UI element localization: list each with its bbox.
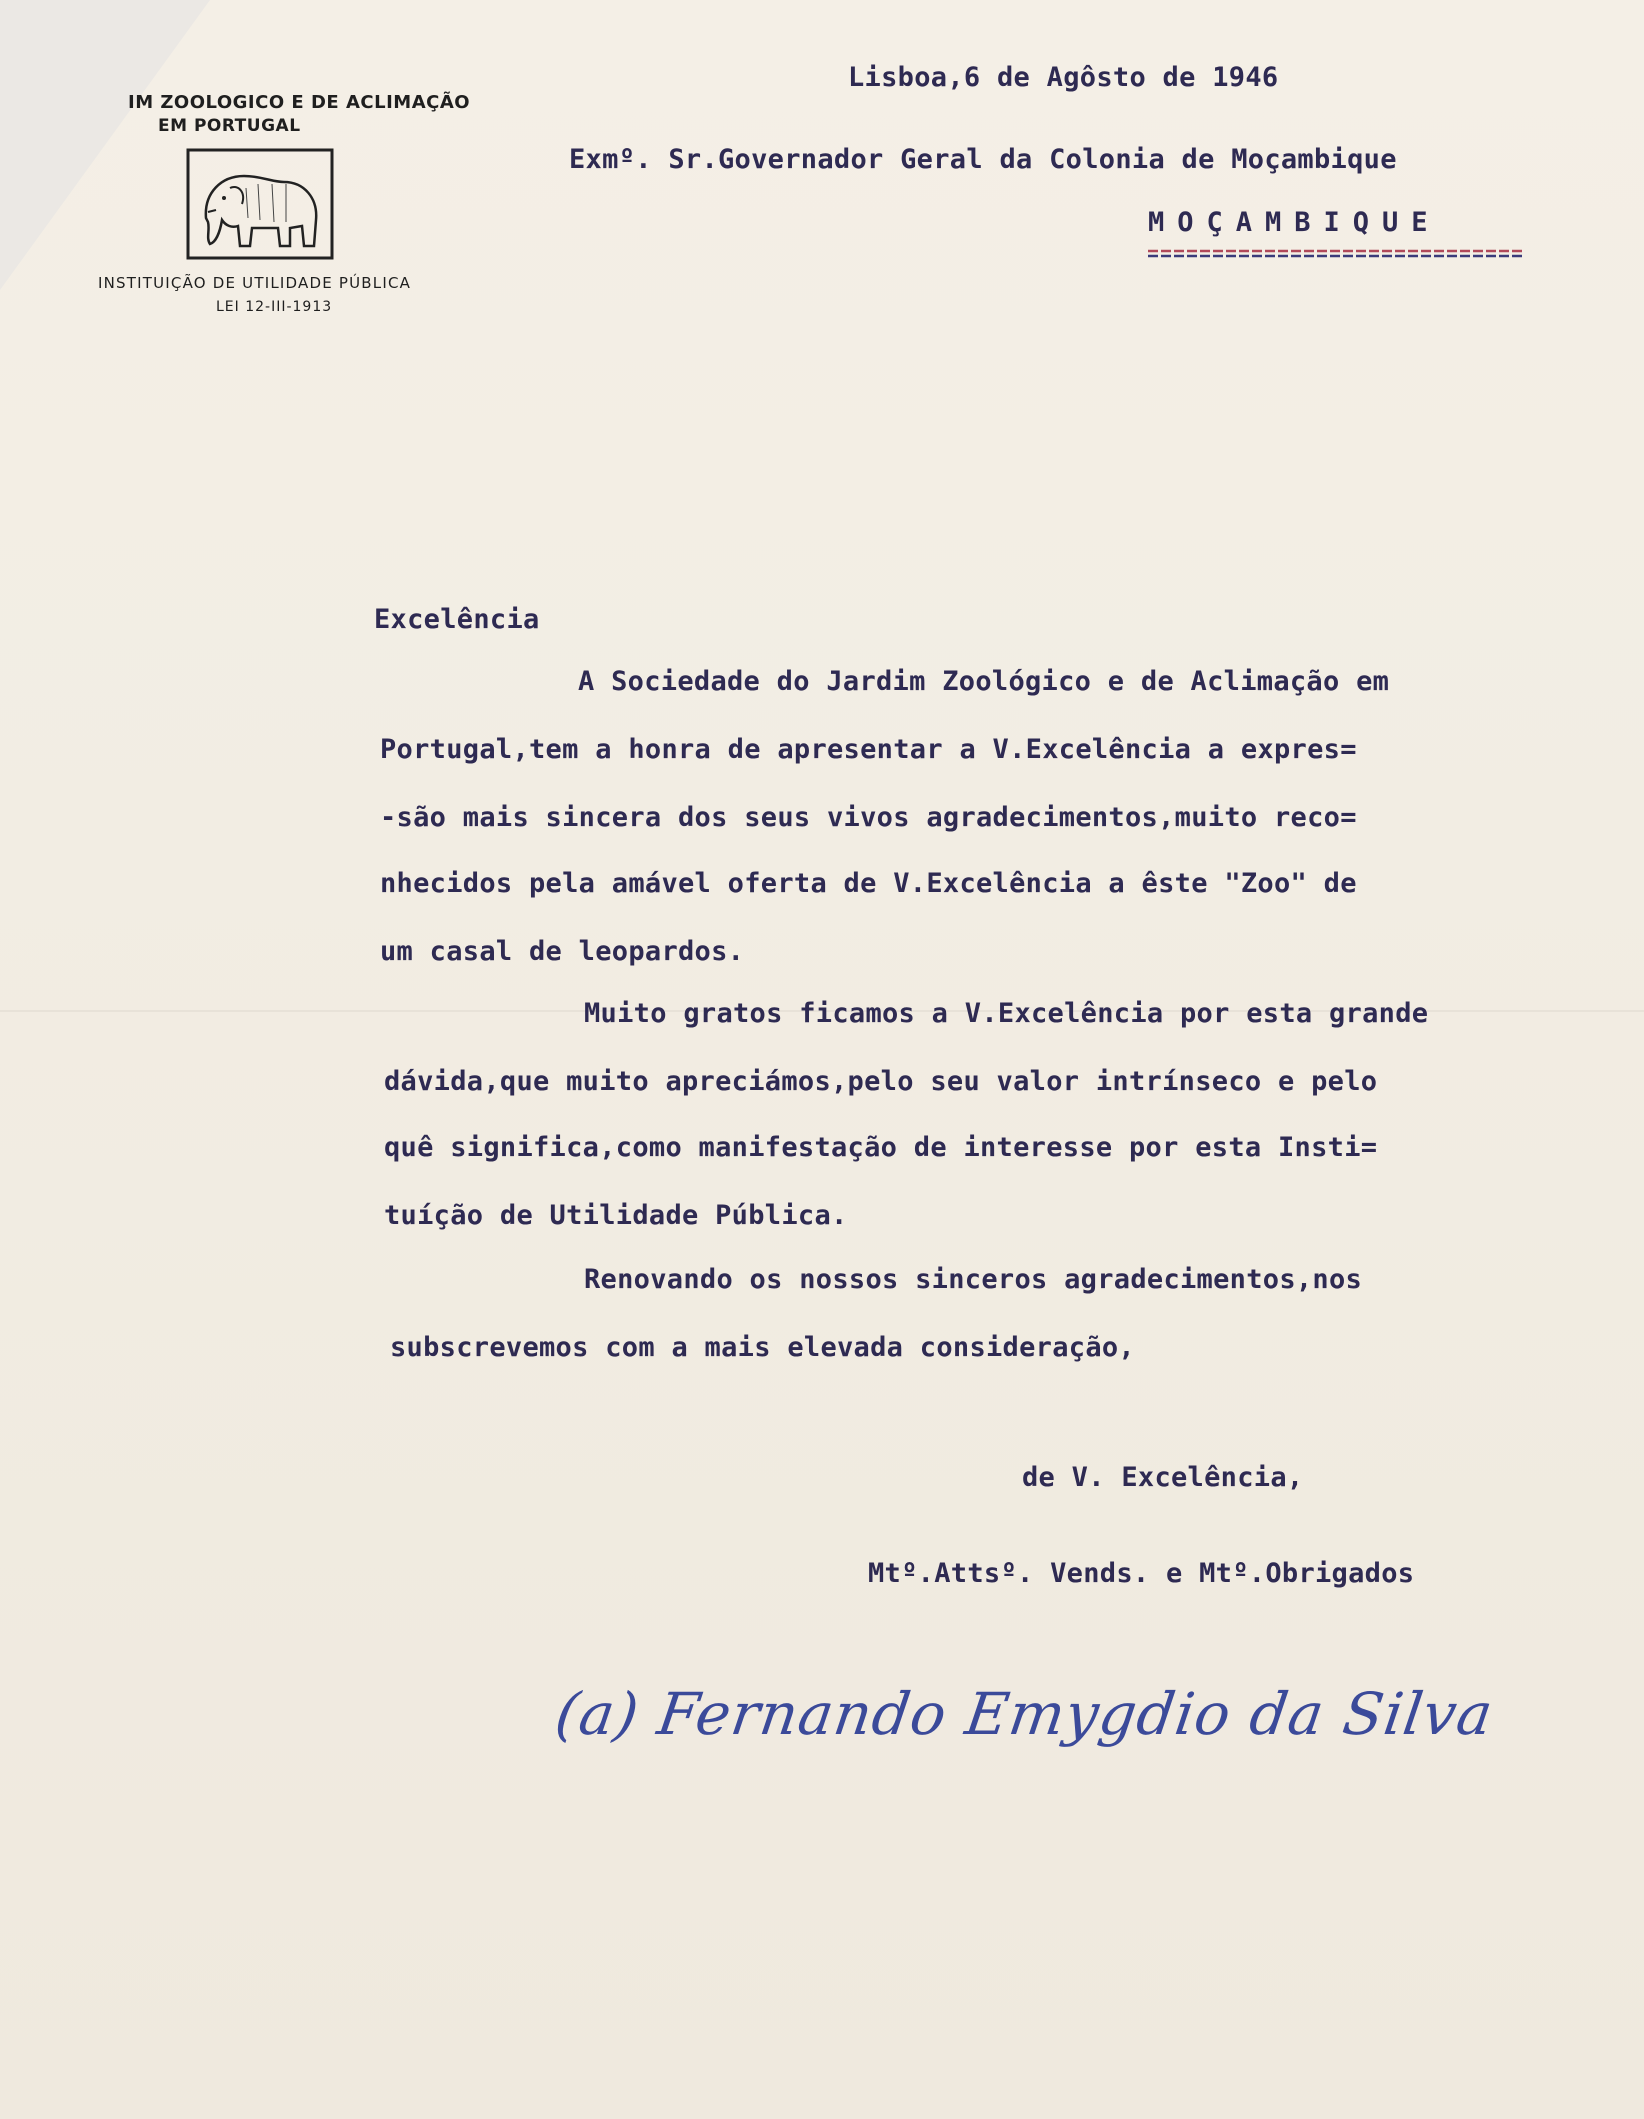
body-line: -são mais sincera dos seus vivos agradecimentos,muito reco= <box>380 802 1357 833</box>
salutation: Excelência <box>374 604 540 635</box>
institution-label: INSTITUIÇÃO DE UTILIDADE PÚBLICA <box>98 274 412 292</box>
destination-line: MOÇAMBIQUE <box>1148 207 1441 238</box>
bleed-through <box>400 520 416 551</box>
double-underline <box>1148 249 1524 258</box>
recipient-line: Exmº. Sr.Governador Geral da Colonia de Moçambique <box>569 144 1397 175</box>
body-line: um casal de leopardos. <box>380 936 745 967</box>
folded-corner <box>0 0 210 290</box>
body-line: Renovando os nossos sinceros agradecimentos,nos <box>584 1264 1363 1295</box>
body-line: dávida,que muito apreciámos,pelo seu valor intrínseco e pelo <box>384 1066 1378 1097</box>
body-line: Muito gratos ficamos a V.Excelência por esta grande <box>584 998 1429 1029</box>
closing-line: de V. Excelência, <box>1022 1462 1304 1493</box>
body-line: quê significa,como manifestação de interesse por esta Insti= <box>384 1132 1378 1163</box>
date-line: Lisboa,6 de Agôsto de 1946 <box>848 62 1279 93</box>
law-label: LEI 12-III-1913 <box>216 299 333 315</box>
letterhead-line1: IM ZOOLOGICO E DE ACLIMAÇÃO <box>128 92 471 113</box>
body-line: tuíção de Utilidade Pública. <box>384 1200 848 1231</box>
elephant-icon <box>186 148 334 260</box>
letterhead-line2: EM PORTUGAL <box>158 116 301 136</box>
body-line: nhecidos pela amável oferta de V.Excelência a êste "Zoo" de <box>380 868 1357 899</box>
handwritten-signature: (a) Fernando Emygdio da Silva <box>551 1680 1498 1748</box>
body-line: A Sociedade do Jardim Zoológico e de Aclimação em <box>578 666 1390 697</box>
body-line: Portugal,tem a honra de apresentar a V.Excelência a expres= <box>380 734 1357 765</box>
closing-line: Mtº.Attsº. Vends. e Mtº.Obrigados <box>868 1558 1415 1589</box>
body-line: subscrevemos com a mais elevada consideração, <box>390 1332 1135 1363</box>
